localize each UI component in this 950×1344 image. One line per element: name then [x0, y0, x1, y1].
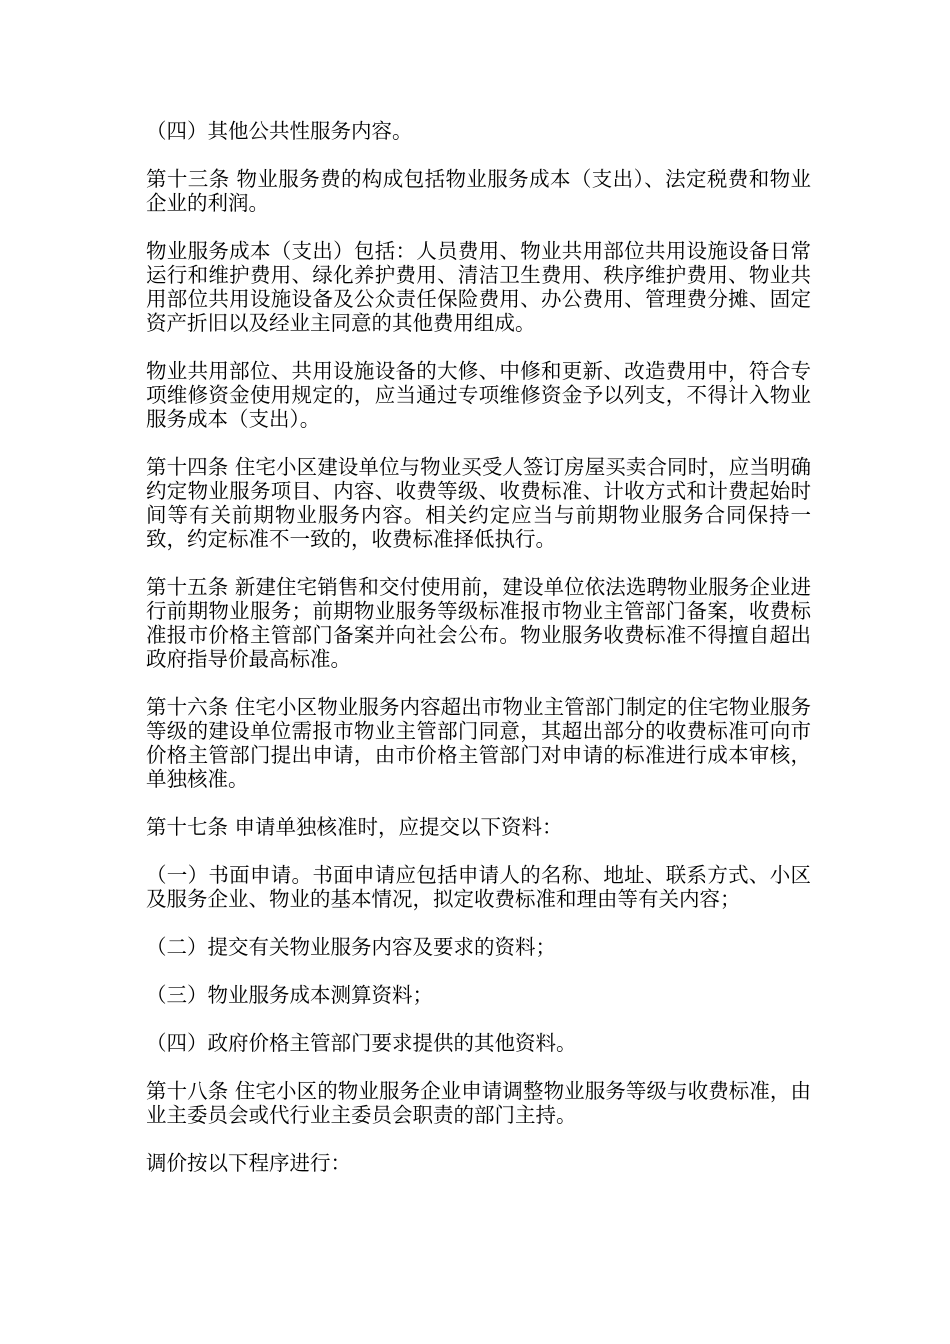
paragraph-maintenance-fund: 物业共用部位、共用设施设备的大修、中修和更新、改造费用中，符合专项维修资金使用规定的，应当通过专项维修资金予以列支，不得计入物业服务成本（支出）。 — [146, 359, 811, 431]
article-15: 第十五条 新建住宅销售和交付使用前，建设单位依法选聘物业服务企业进行前期物业服务；前期物业服务等级标准报市物业主管部门备案，收费标准报市价格主管部门备案并向社会公布。物业服务收费标准不得擅自超出政府指导价最高标准。 — [146, 575, 811, 671]
paragraph-service-cost: 物业服务成本（支出）包括：人员费用、物业共用部位共用设施设备日常运行和维护费用、绿化养护费用、清洁卫生费用、秩序维护费用、物业共用部位共用设施设备及公众责任保险费用、办公费用、管理费分摊、固定资产折旧以及经业主同意的其他费用组成。 — [146, 239, 811, 335]
article-17: 第十七条 申请单独核准时，应提交以下资料： — [146, 815, 563, 839]
article-14: 第十四条 住宅小区建设单位与物业买受人签订房屋买卖合同时，应当明确约定物业服务项目、内容、收费等级、收费标准、计收方式和计费起始时间等有关前期物业服务内容。相关约定应当与前期物业服务合同保持一致，约定标准不一致的，收费标准择低执行。 — [146, 455, 811, 551]
article-13: 第十三条 物业服务费的构成包括物业服务成本（支出）、法定税费和物业企业的利润。 — [146, 167, 811, 215]
list-item-three: （三）物业服务成本测算资料； — [146, 983, 433, 1007]
paragraph-item-four-other: （四）其他公共性服务内容。 — [146, 119, 413, 143]
document-body — [146, 119, 811, 1199]
list-item-four: （四）政府价格主管部门要求提供的其他资料。 — [146, 1031, 577, 1055]
list-item-one: （一）书面申请。书面申请应包括申请人的名称、地址、联系方式、小区及服务企业、物业的基本情况，拟定收费标准和理由等有关内容； — [146, 863, 811, 911]
paragraph-adjustment-procedure: 调价按以下程序进行： — [146, 1151, 351, 1175]
list-item-two: （二）提交有关物业服务内容及要求的资料； — [146, 935, 556, 959]
article-18: 第十八条 住宅小区的物业服务企业申请调整物业服务等级与收费标准，由业主委员会或代行业主委员会职责的部门主持。 — [146, 1079, 811, 1127]
article-16: 第十六条 住宅小区物业服务内容超出市物业主管部门制定的住宅物业服务等级的建设单位需报市物业主管部门同意，其超出部分的收费标准可向市价格主管部门提出申请，由市价格主管部门对申请的标准进行成本审核，单独核准。 — [146, 695, 811, 791]
